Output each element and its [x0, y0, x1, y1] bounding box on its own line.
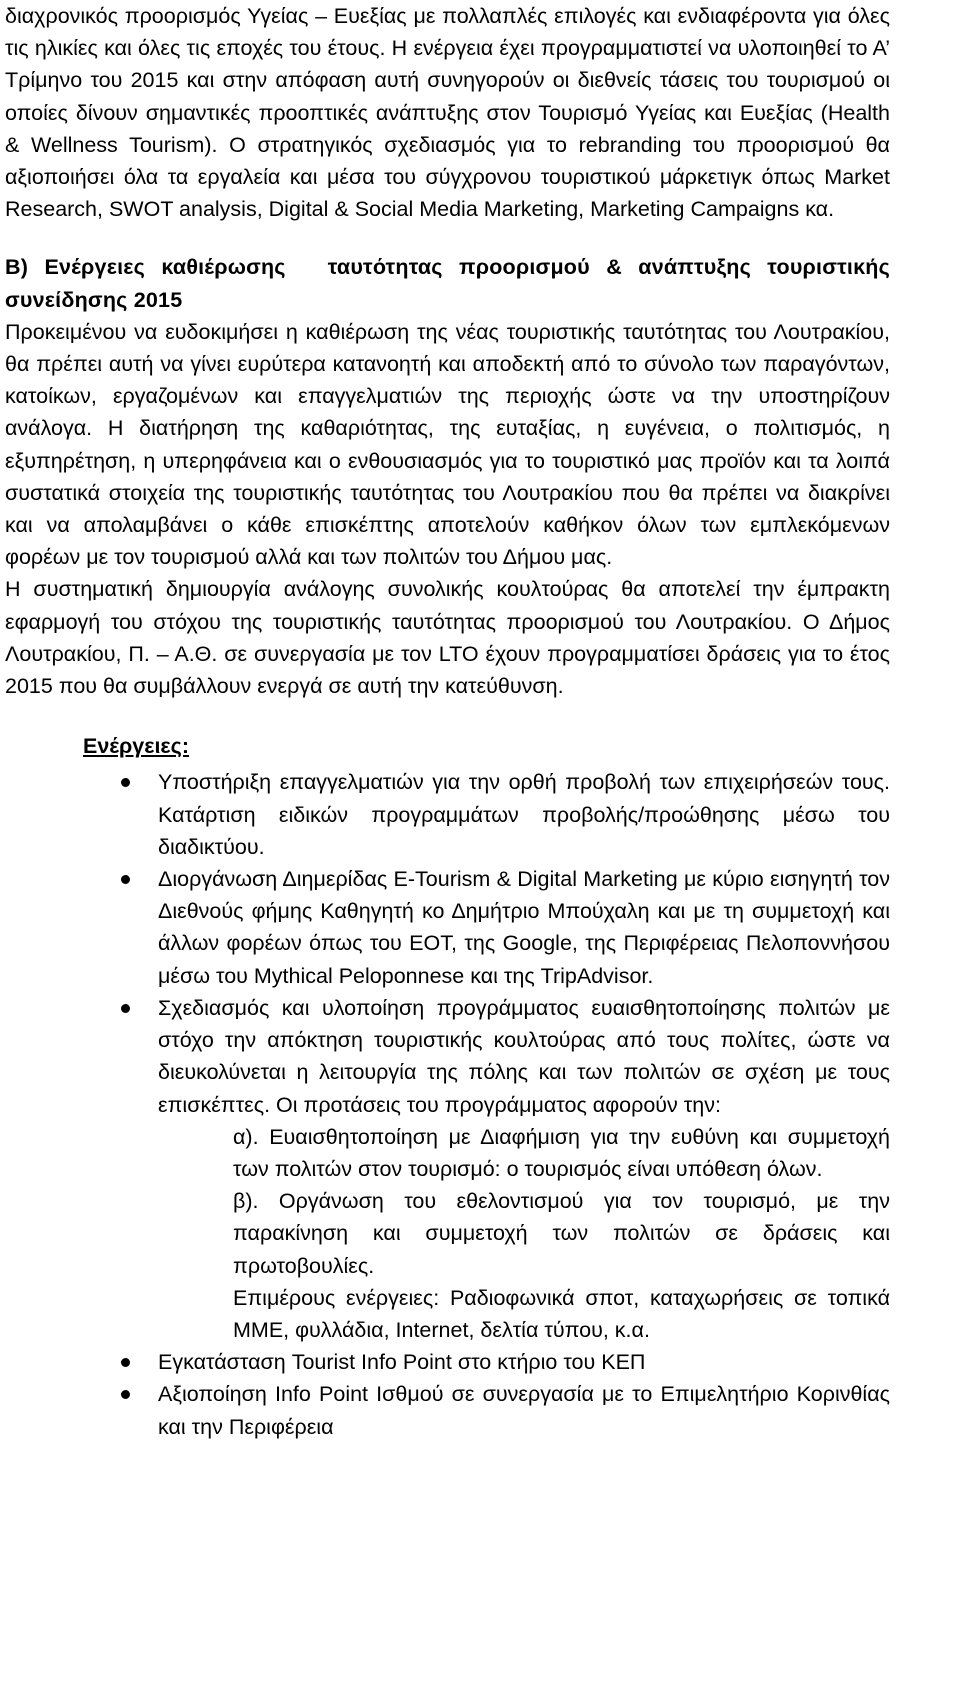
list-item-text: Αξιοποίηση Info Point Ισθμού σε συνεργασία με το Επιμελητήριο Κορινθίας και την Περιφέρεια — [158, 1382, 890, 1439]
section-b-heading-part2: ταυτότητας προορισμού & ανάπτυξης τουριστικής συνείδησης 2015 — [5, 255, 890, 312]
actions-title: Ενέργειες: — [83, 734, 189, 759]
actions-list — [5, 766, 890, 1442]
sub-item-b: β). Οργάνωση του εθελοντισμού για τον τουρισμό, με την παρακίνηση και συμμετοχή των πολιτών σε δράσεις και πρωτοβουλίες. — [233, 1189, 890, 1278]
list-item — [5, 863, 890, 992]
bullet-icon — [121, 1004, 130, 1013]
intro-paragraph: διαχρονικός προορισμός Υγείας – Ευεξίας με πολλαπλές επιλογές και ενδιαφέροντα για όλες τις ηλικίες και όλες τις εποχές του έτους. Η ενέργεια έχει προγραμματιστεί να υλοποιηθεί το Α’ Τρίμηνο του 2015 και στην απόφαση αυτή συνηγορούν οι διεθνείς τάσεις του τουρισμού οι οποίες δίνουν σημαντικές προοπτικές ανάπτυξης στον Τουρισμό Υγείας και Ευεξίας (Health & Wellness Tourism). Ο στρατηγικός σχεδιασμός για το rebranding του προορισμού θα αξιοποιήσει όλα τα εργαλεία και μέσα του σύγχρονου τουριστικού μάρκετιγκ όπως Market Research, SWOT analysis, Digital & Social Media Marketing, Marketing Campaigns κα. — [5, 4, 890, 222]
section-b-paragraph-2: Η συστηματική δημιουργία ανάλογης συνολικής κουλτούρας θα αποτελεί την έμπρακτη εφαρμογή του στόχου της τουριστικής ταυτότητας προορισμού του Λουτρακίου. Ο Δήμος Λουτρακίου, Π. – Α.Θ. σε συνεργασία με τον LTO έχουν προγραμματίσει δράσεις για το έτος 2015 που θα συμβάλλουν ενεργά σε αυτή την κατεύθυνση. — [5, 577, 890, 699]
bullet-icon — [121, 1390, 130, 1399]
bullet-icon — [121, 778, 130, 787]
bullet-icon — [121, 875, 130, 884]
sub-item-a: α). Ευαισθητοποίηση με Διαφήμιση για την ευθύνη και συμμετοχή των πολιτών στον τουρισμό: ο τουρισμός είναι υπόθεση όλων. — [233, 1124, 890, 1181]
section-b-heading-part1: Β) Ενέργειες καθιέρωσης — [5, 255, 286, 280]
list-item — [5, 1346, 890, 1378]
sub-note: Επιμέρους ενέργειες: Ραδιοφωνικά σποτ, καταχωρήσεις σε τοπικά ΜΜΕ, φυλλάδια, Internet, δελτία τύπου, κ.α. — [233, 1285, 890, 1342]
list-item-text: Διοργάνωση Διημερίδας E-Tourism & Digital Marketing με κύριο εισηγητή τον Διεθνούς φήμης Καθηγητή κο Δημήτριο Μπούχαλη και με τη συμμετοχή και άλλων φορέων όπως του ΕΟΤ, της Google, της Περιφέρειας Πελοποννήσου μέσω του Mythical Peloponnese και της TripAdvisor. — [158, 867, 890, 988]
bullet-icon — [121, 1358, 130, 1367]
list-item-text: Σχεδιασμός και υλοποίηση προγράμματος ευαισθητοποίησης πολιτών με στόχο την απόκτηση τουριστικής κουλτούρας από τους πολίτες, ώστε να διευκολύνεται η λειτουργία της πόλης και των πολιτών σε σχέση με τους επισκέπτες. Οι προτάσεις του προγράμματος αφορούν την: — [158, 995, 890, 1117]
section-b-heading — [5, 251, 890, 315]
list-item — [5, 766, 890, 863]
list-item-text: Εγκατάσταση Tourist Info Point στο κτήριο του ΚΕΠ — [158, 1350, 646, 1375]
list-item — [5, 992, 890, 1346]
list-item — [5, 1378, 890, 1442]
section-b-paragraph-1: Προκειμένου να ευδοκιμήσει η καθιέρωση της νέας τουριστικής ταυτότητας του Λουτρακίου, θα πρέπει αυτή να γίνει ευρύτερα κατανοητή και αποδεκτή από το σύνολο των παραγόντων, κατοίκων, εργαζομένων και επαγγελματιών της περιοχής ώστε να την υποστηρίζουν ανάλογα. Η διατήρηση της καθαριότητας, της ευταξίας, η ευγένεια, ο πολιτισμός, η εξυπηρέτηση, η υπερηφάνεια και ο ενθουσιασμός για το τουριστικό μας προϊόν και τα λοιπά συστατικά στοιχεία της τουριστικής ταυτότητας του Λουτρακίου που θα πρέπει να διακρίνει και να απολαμβάνει ο κάθε επισκέπτης αποτελούν καθήκον όλων των εμπλεκόμενων φορέων με τον τουρισμού αλλά και των πολιτών του Δήμου μας. — [5, 319, 890, 570]
list-item-text: Υποστήριξη επαγγελματιών για την ορθή προβολή των επιχειρήσεών τους. Κατάρτιση ειδικών προγραμμάτων προβολής/προώθησης μέσω του διαδικτύου. — [158, 770, 890, 859]
